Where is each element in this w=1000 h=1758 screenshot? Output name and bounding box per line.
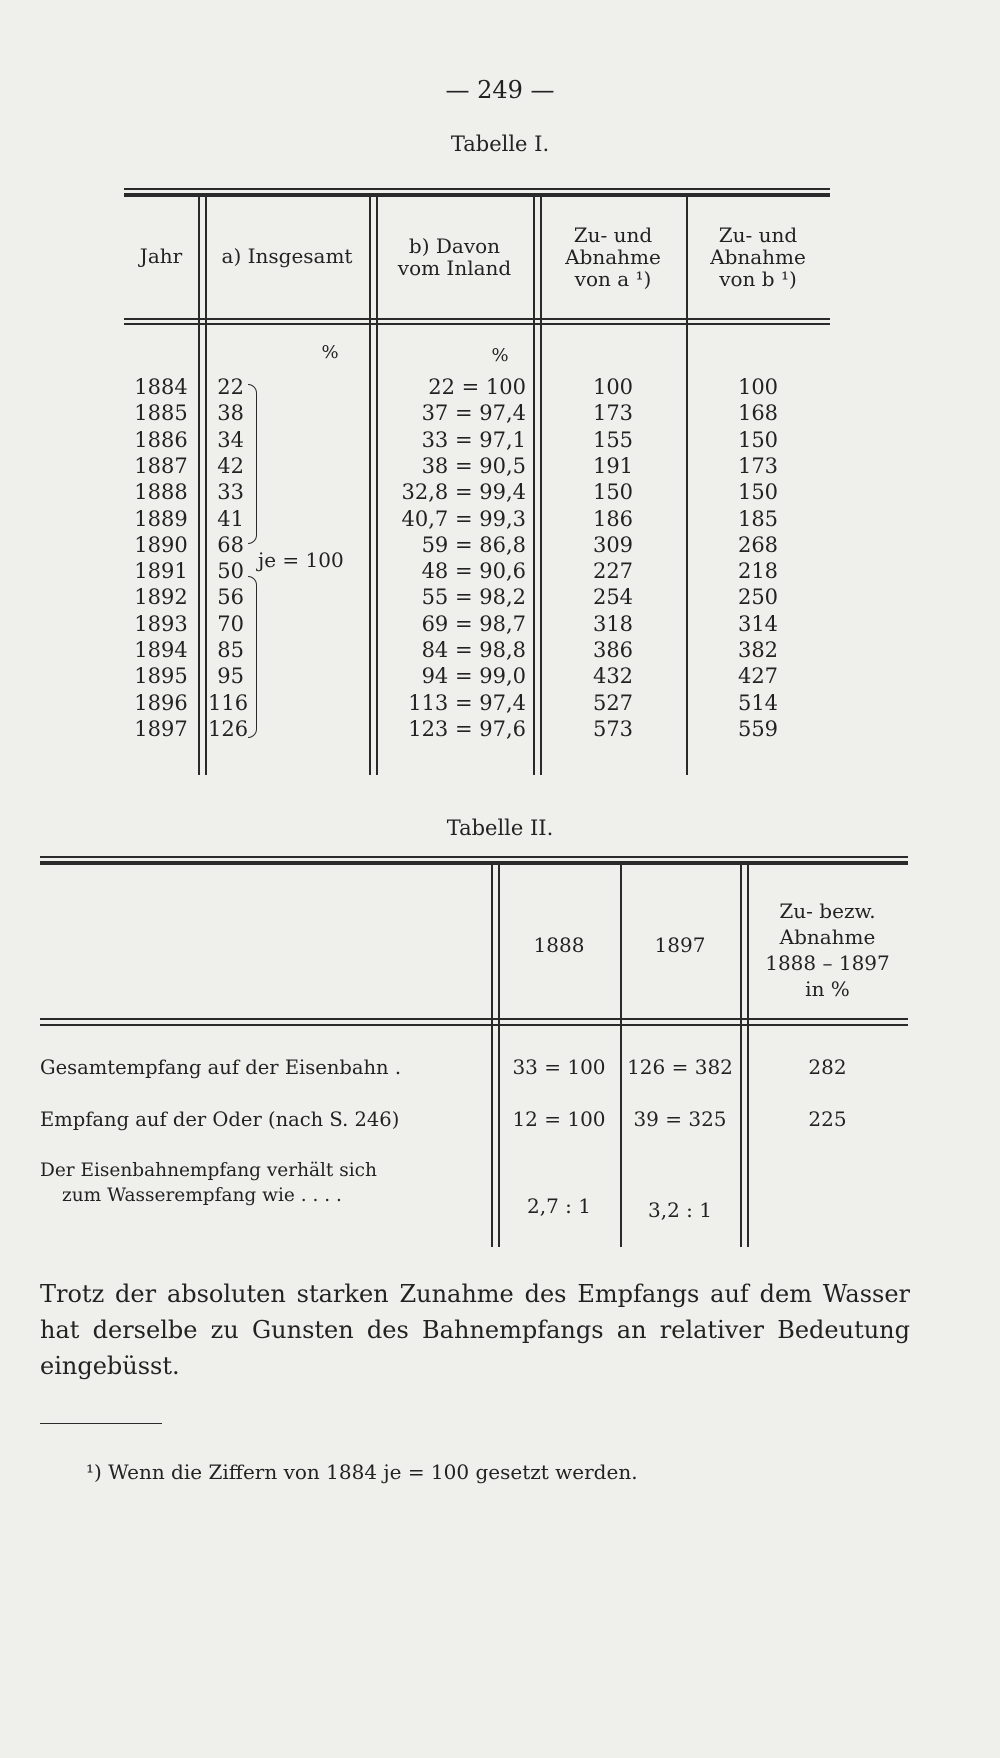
- table-1-cell-year: 1893: [134, 611, 188, 636]
- body-paragraph: Trotz der absoluten starken Zunahme des Empfangs auf dem Wasser hat derselbe zu Gunsten des Bahnempfangs an relativer Bedeutung eingebüsst.: [40, 1280, 910, 1380]
- table-1-cell-insgesamt: 22: [217, 375, 244, 399]
- table-1-cell-zu-a: 254: [592, 585, 634, 610]
- table-1-cell-zu-b: 427: [737, 664, 779, 689]
- table-2-header-1897: 1897: [654, 933, 706, 957]
- table-2-vrule: [740, 865, 742, 1247]
- table-1-header-zu-a: Zu- und Abnahme von a ¹): [565, 223, 661, 291]
- table-1-cell-insgesamt: 126: [208, 716, 249, 741]
- table-1-header-jahr: Jahr: [139, 244, 183, 268]
- footnote-rule: [40, 1423, 162, 1424]
- table-1-cell-insgesamt: 34: [217, 427, 244, 452]
- table-2-header-rule: [40, 1018, 908, 1020]
- table-1-cell-insgesamt: 68: [217, 532, 244, 557]
- table-1-unit-a: %: [321, 342, 339, 363]
- table-2-caption: Tabelle II.: [446, 816, 554, 840]
- footnote: ¹) Wenn die Ziffern von 1884 je = 100 gesetzt werden.: [86, 1460, 638, 1484]
- table-1-cell-year: 1886: [134, 427, 188, 452]
- table-1-cell-inland: 38 = 90,5: [421, 453, 526, 478]
- table-1-cell-inland: 69 = 98,7: [421, 611, 526, 636]
- table-1-cell-zu-a: 173: [592, 401, 634, 426]
- table-1-cell-year: 1889: [134, 506, 188, 531]
- table-2-vrule: [491, 865, 493, 1247]
- table-1-cell-zu-b: 168: [737, 401, 779, 426]
- table-1-cell-insgesamt: 85: [217, 638, 244, 662]
- table-1-cell-year: 1897: [134, 716, 188, 741]
- table-1-cell-zu-b: 150: [737, 427, 779, 452]
- table-1-cell-zu-a: 100: [592, 375, 634, 399]
- table-1-cell-year: 1890: [134, 532, 188, 557]
- table-1-cell-insgesamt: 116: [208, 690, 249, 715]
- table-1-vrule: [533, 197, 535, 775]
- table-1-cell-insgesamt: 50: [217, 559, 244, 584]
- table-1-header-insgesamt: a) Insgesamt: [221, 244, 353, 268]
- table-2-top-rule: [40, 856, 908, 858]
- table-2-cell: 225: [808, 1107, 847, 1131]
- table-1-cell-zu-a: 227: [592, 559, 634, 584]
- table-1-cell-inland: 37 = 97,4: [421, 401, 526, 426]
- table-1-cell-zu-b: 382: [737, 638, 779, 662]
- table-1-cell-insgesamt: 33: [217, 480, 244, 505]
- table-1-cell-year: 1884: [134, 375, 188, 399]
- table-2-top-rule-thick: [40, 861, 908, 865]
- table-1-cell-year: 1891: [134, 559, 188, 584]
- table-1-header-zu-b: Zu- und Abnahme von b ¹): [710, 223, 806, 291]
- table-1-cell-zu-b: 559: [737, 716, 779, 741]
- table-1-cell-zu-b: 514: [737, 690, 779, 715]
- table-1-cell-inland: 22 = 100: [428, 375, 526, 399]
- table-1-cell-zu-a: 309: [592, 532, 634, 557]
- table-1-cell-zu-b: 150: [737, 480, 779, 505]
- table-1-cell-year: 1885: [134, 401, 188, 426]
- table-2-ratio-label-1: Der Eisenbahnempfang verhält sich: [40, 1160, 377, 1181]
- table-1-cell-zu-b: 314: [737, 611, 779, 636]
- table-2-ratio-1888: 2,7 : 1: [527, 1194, 591, 1218]
- table-1-je-100: je = 100: [258, 548, 344, 572]
- table-1-cell-zu-b: 250: [737, 585, 779, 610]
- table-1-vrule: [205, 197, 207, 775]
- table-1-cell-year: 1888: [134, 480, 188, 505]
- table-1-header-rule-2: [124, 323, 830, 325]
- table-2-header-zu: Zu- bezw. Abnahme 1888 – 1897 in %: [765, 899, 890, 1001]
- page-number: — 249 —: [445, 76, 555, 104]
- table-1-cell-zu-b: 185: [737, 506, 779, 531]
- table-1-top-rule: [124, 188, 830, 190]
- table-1-cell-zu-a: 186: [592, 506, 634, 531]
- table-1-cell-insgesamt: 41: [217, 506, 244, 531]
- table-2-ratio-1897: 3,2 : 1: [648, 1198, 712, 1222]
- table-1-cell-inland: 84 = 98,8: [421, 638, 526, 662]
- table-2-header-1888: 1888: [533, 933, 585, 957]
- table-1-unit-b: %: [491, 345, 509, 366]
- table-1-cell-insgesamt: 42: [217, 453, 244, 478]
- table-1-cell-inland: 59 = 86,8: [421, 532, 526, 557]
- table-1-cell-zu-b: 173: [737, 453, 779, 478]
- table-1-cell-zu-b: 218: [737, 559, 779, 584]
- table-1-vrule: [198, 197, 200, 775]
- table-1-header-rule: [124, 318, 830, 320]
- table-2-ratio-label-2: zum Wasserempfang wie . . . .: [62, 1185, 342, 1206]
- table-1-cell-zu-a: 191: [592, 453, 634, 478]
- table-1-header-inland: b) Davon vom Inland: [397, 234, 512, 280]
- table-1-cell-zu-a: 318: [592, 611, 634, 636]
- table-1-cell-zu-a: 386: [592, 638, 634, 662]
- table-2-cell: 39 = 325: [633, 1107, 727, 1131]
- table-1-cell-year: 1887: [134, 453, 188, 478]
- table-1-cell-zu-a: 155: [592, 427, 634, 452]
- table-2-cell: 126 = 382: [627, 1055, 733, 1079]
- table-1-cell-inland: 48 = 90,6: [421, 559, 526, 584]
- table-1-cell-inland: 113 = 97,4: [408, 690, 526, 715]
- table-2-row-label: Gesamtempfang auf der Eisenbahn .: [40, 1056, 402, 1079]
- table-1-cell-inland: 32,8 = 99,4: [401, 480, 526, 505]
- table-1-cell-inland: 33 = 97,1: [421, 427, 526, 452]
- table-2-header-rule-2: [40, 1024, 908, 1026]
- table-2-cell: 33 = 100: [512, 1055, 606, 1079]
- table-1-caption: Tabelle I.: [450, 132, 550, 156]
- table-2-cell: 12 = 100: [512, 1107, 606, 1131]
- table-1-brace-bottom: [248, 576, 257, 738]
- table-1-cell-year: 1895: [134, 664, 188, 689]
- table-1-vrule: [369, 197, 371, 775]
- table-1-cell-zu-a: 527: [592, 690, 634, 715]
- table-1-cell-insgesamt: 38: [217, 401, 244, 426]
- table-1-cell-year: 1896: [134, 690, 188, 715]
- table-1-cell-zu-a: 573: [592, 716, 634, 741]
- table-1-cell-year: 1894: [134, 638, 188, 662]
- table-1-cell-inland: 123 = 97,6: [408, 716, 526, 741]
- table-1-brace-top: [248, 384, 257, 544]
- table-1-cell-insgesamt: 56: [217, 585, 244, 610]
- table-1-top-rule-thick: [124, 193, 830, 197]
- table-1-cell-zu-b: 100: [737, 375, 779, 399]
- table-2-cell: 282: [808, 1055, 847, 1079]
- table-1-cell-zu-b: 268: [737, 532, 779, 557]
- table-1-cell-zu-a: 432: [592, 664, 634, 689]
- table-1-cell-year: 1892: [134, 585, 188, 610]
- table-1-cell-insgesamt: 95: [217, 664, 244, 689]
- table-1-cell-inland: 40,7 = 99,3: [401, 506, 526, 531]
- table-1-cell-inland: 94 = 99,0: [421, 664, 526, 689]
- table-1-cell-insgesamt: 70: [217, 611, 244, 636]
- table-1-cell-inland: 55 = 98,2: [421, 585, 526, 610]
- table-1-cell-zu-a: 150: [592, 480, 634, 505]
- table-2-row-label: Empfang auf der Oder (nach S. 246): [40, 1108, 400, 1131]
